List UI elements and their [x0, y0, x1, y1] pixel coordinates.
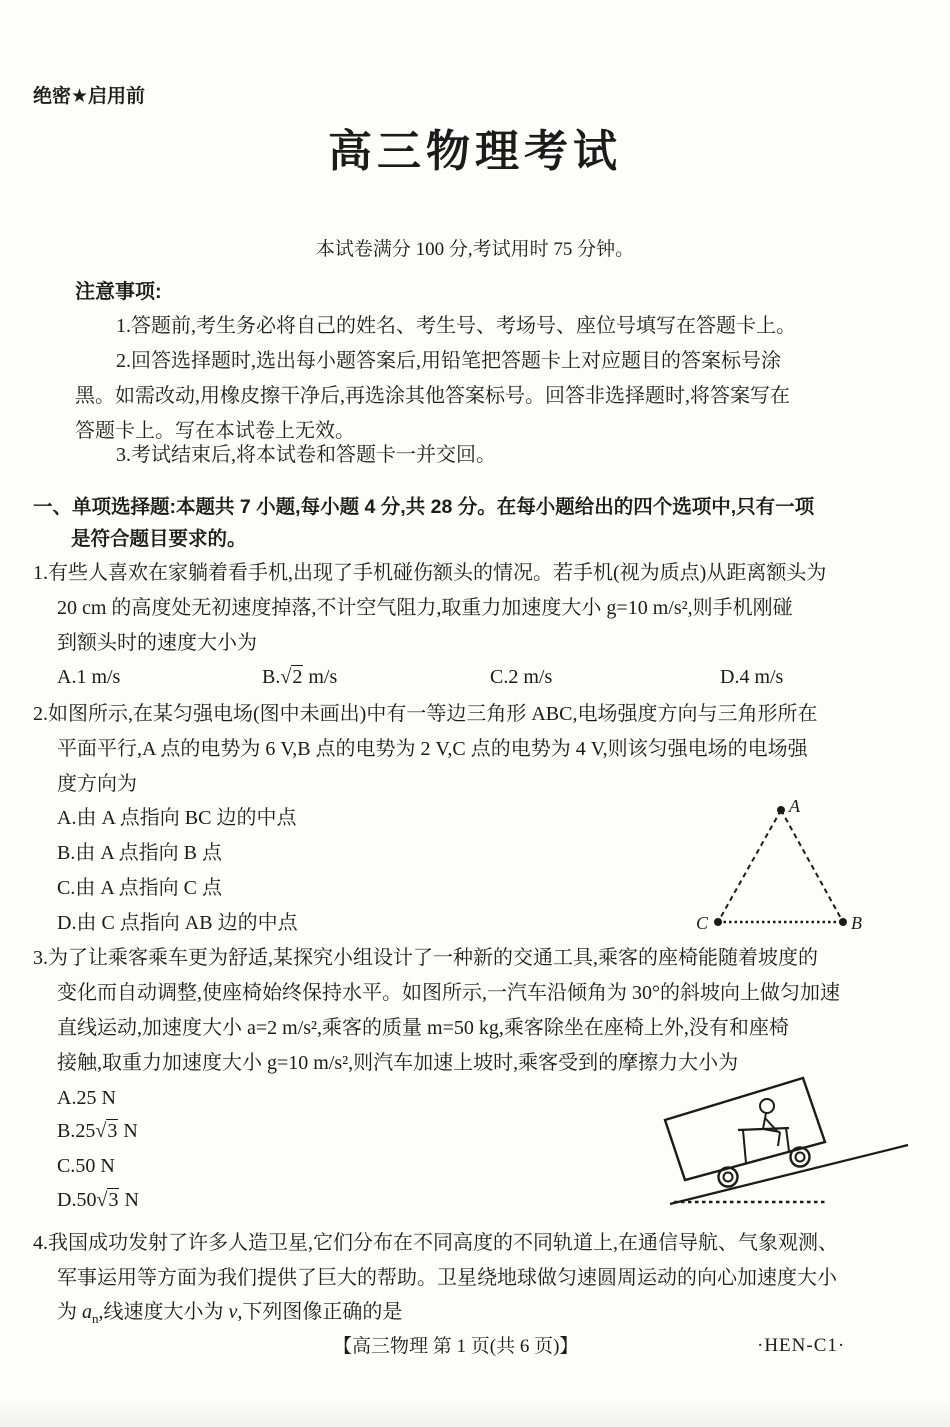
- sqrt-symbol: √: [95, 1120, 107, 1142]
- truck-on-incline-figure: [650, 1062, 950, 1230]
- section-heading-line-1: 一、单项选择题:本题共 7 小题,每小题 4 分,共 28 分。在每小题给出的四个选项中,只有一项: [33, 496, 815, 518]
- front-wheel: [791, 1148, 810, 1167]
- question-1-line-2: 20 cm 的高度处无初速度掉落,不计空气阻力,取重力加速度大小 g=10 m/s²,则手机刚碰: [57, 597, 793, 619]
- note-line-2b: 黑。如需改动,用橡皮擦干净后,再选涂其他答案标号。回答非选择题时,将答案写在: [75, 385, 790, 407]
- question-2-option-a: A.由 A 点指向 BC 边的中点: [57, 807, 297, 829]
- front-wheel-hub: [796, 1153, 805, 1162]
- passenger-torso: [763, 1113, 766, 1129]
- question-3-line-2: 变化而自动调整,使座椅始终保持水平。如图所示,一汽车沿倾角为 30°的斜坡向上做匀加速: [57, 982, 840, 1004]
- vertex-b-label: B: [851, 913, 862, 933]
- sqrt-symbol: √: [280, 666, 292, 688]
- q4-text-c: ,下列图像正确的是: [237, 1301, 403, 1323]
- seat-left-leg: [743, 1130, 746, 1163]
- triangle-side-ac: [718, 810, 781, 922]
- question-1-line-3: 到额头时的速度大小为: [57, 632, 257, 654]
- question-1-option-a: A.1 m/s: [57, 666, 121, 688]
- question-3-line-4: 接触,取重力加速度大小 g=10 m/s²,则汽车加速上坡时,乘客受到的摩擦力大小为: [57, 1052, 739, 1074]
- question-4-line-1: 4.我国成功发射了许多人造卫星,它们分布在不同高度的不同轨道上,在通信导航、气象观测、: [33, 1232, 838, 1254]
- sqrt-radicand: 3: [107, 1120, 118, 1142]
- option-b-value: B.25: [57, 1120, 96, 1142]
- vertex-a-dot: [777, 806, 785, 814]
- note-line-3: 3.考试结束后,将本试卷和答题卡一并交回。: [116, 444, 496, 466]
- question-2-line-2: 平面平行,A 点的电势为 6 V,B 点的电势为 2 V,C 点的电势为 4 V,则该匀强电场的电场强: [57, 738, 808, 760]
- exam-title: 高三物理考试: [328, 127, 622, 176]
- vertex-c-dot: [714, 918, 722, 926]
- question-4-line-2: 军事运用等方面为我们提供了巨大的帮助。卫星绕地球做匀速圆周运动的向心加速度大小: [57, 1267, 837, 1289]
- note-line-2c: 答题卡上。写在本试卷上无效。: [75, 420, 355, 442]
- note-line-2a: 2.回答选择题时,选出每小题答案后,用铅笔把答题卡上对应题目的答案标号涂: [116, 350, 781, 372]
- seat-front-leg: [786, 1128, 789, 1151]
- variable-v: v: [228, 1301, 238, 1323]
- passenger-shin: [778, 1132, 780, 1146]
- question-3-option-b: [57, 1119, 138, 1143]
- question-2-option-d: D.由 C 点指向 AB 边的中点: [57, 912, 298, 934]
- sqrt-radicand: 3: [108, 1189, 119, 1211]
- note-line-1: 1.答题前,考生务必将自己的姓名、考生号、考场号、座位号填写在答题卡上。: [116, 315, 796, 337]
- option-b-unit: N: [118, 1120, 138, 1142]
- question-3-option-a: A.25 N: [57, 1087, 116, 1109]
- question-3-line-1: 3.为了让乘客乘车更为舒适,某探究小组设计了一种新的交通工具,乘客的座椅能随着坡度的: [33, 947, 818, 969]
- question-3-option-c: C.50 N: [57, 1155, 115, 1177]
- question-3-line-3: 直线运动,加速度大小 a=2 m/s²,乘客的质量 m=50 kg,乘客除坐在座椅上外,没有和座椅: [57, 1017, 789, 1039]
- question-2-line-1: 2.如图所示,在某匀强电场(图中未画出)中有一等边三角形 ABC,电场强度方向与三角形所在: [33, 703, 818, 725]
- exam-info: 本试卷满分 100 分,考试用时 75 分钟。: [315, 239, 635, 260]
- question-2-option-b: B.由 A 点指向 B 点: [57, 842, 223, 864]
- question-2-option-c: C.由 A 点指向 C 点: [57, 877, 223, 899]
- option-b-label: B.: [262, 666, 281, 688]
- rear-wheel-hub: [724, 1173, 733, 1182]
- passenger-head: [760, 1099, 774, 1113]
- question-2-line-3: 度方向为: [57, 773, 137, 795]
- question-1-option-b: [262, 666, 337, 689]
- notes-heading: 注意事项:: [75, 281, 162, 303]
- question-1-option-c: C.2 m/s: [490, 666, 553, 688]
- option-b-unit: m/s: [303, 666, 338, 688]
- sqrt-radicand: 2: [292, 666, 303, 688]
- vertex-b-dot: [839, 918, 847, 926]
- rear-wheel: [719, 1168, 738, 1187]
- option-d-unit: N: [119, 1189, 139, 1211]
- question-1-line-1: 1.有些人喜欢在家躺着看手机,出现了手机碰伤额头的情况。若手机(视为质点)从距离额头为: [33, 562, 827, 584]
- option-d-value: D.50: [57, 1189, 97, 1211]
- classification-label: 绝密★启用前: [33, 86, 146, 107]
- question-3-option-d: [57, 1188, 139, 1212]
- vertex-a-label: A: [789, 796, 800, 816]
- equilateral-triangle-figure: [688, 792, 873, 940]
- question-4-line-3: [57, 1300, 402, 1327]
- sqrt-symbol: √: [96, 1189, 108, 1211]
- vertex-c-label: C: [696, 913, 709, 933]
- page-number-footer: 【高三物理 第 1 页(共 6 页)】: [333, 1336, 579, 1357]
- variable-a: a: [82, 1301, 92, 1323]
- section-heading-line-2: 是符合题目要求的。: [71, 528, 247, 550]
- paper-code: ·HEN-C1·: [757, 1335, 846, 1356]
- question-1-option-d: D.4 m/s: [720, 666, 784, 688]
- subscript-n: n: [92, 1311, 99, 1326]
- q4-text-a: 为: [57, 1301, 82, 1323]
- triangle-side-ab: [781, 810, 843, 922]
- q4-text-b: ,线速度大小为: [98, 1301, 229, 1323]
